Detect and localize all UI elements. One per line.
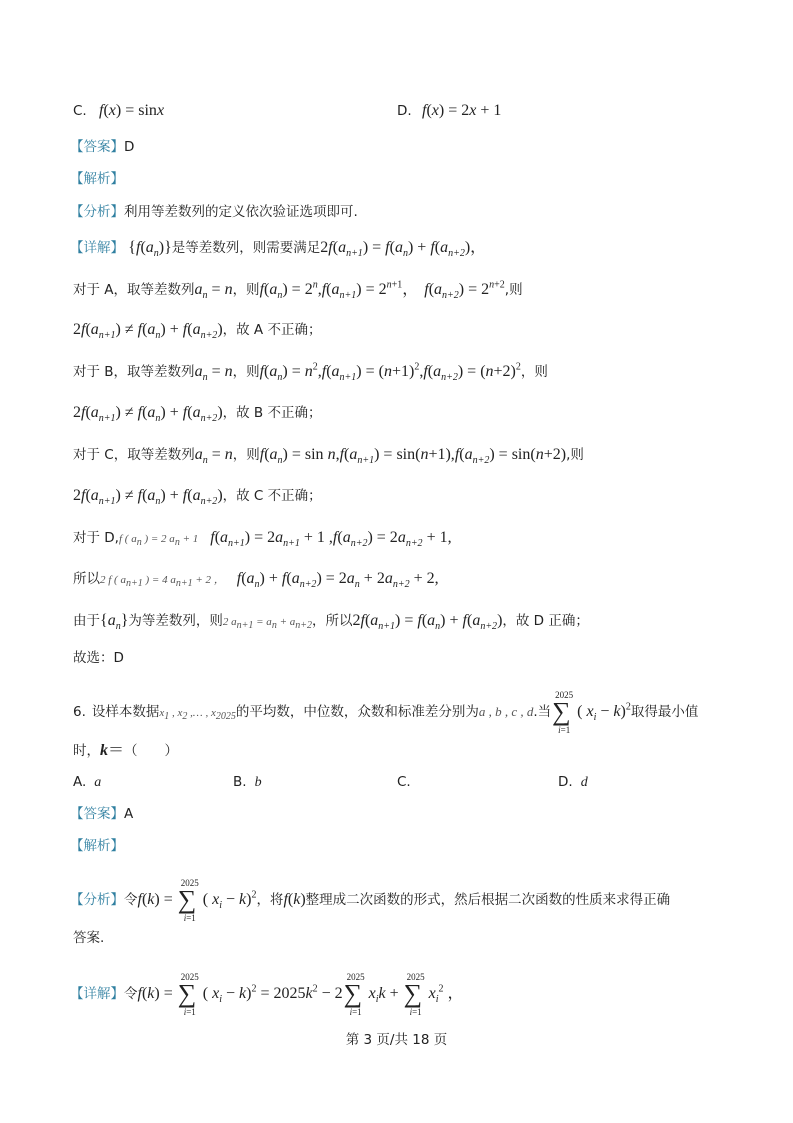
option-d-label: D. [397,103,412,119]
q6-fenxi-end: 答案. [73,930,105,946]
q5-final: 故选：D [73,650,124,666]
q6-option-c: C. [397,774,411,790]
q5-case-d: 对于 D,f ( $a_n$ ) = 2 $a_n + 1$ $f(a_{n+1}) = 2a_{n+1} + 1$ $,f(a_{n+2}) = 2a_{n+2} + 1$, [73,529,452,550]
option-c: C. f(x) = sinx [73,102,165,119]
q6-analysis-tag: 【解析】 [70,838,124,854]
option-d: D. f(x) = 2x + 1 [397,102,502,119]
sum-symbol: 2025 ∑ i=1 [552,690,574,735]
q5-case-b: 对于 B，取等差数列$a_n = n$，则$f(a_n) = n^2,f(a_{n+1}) = (n+1)^2,f(a_{n+2}) = (n+2)^2$，则 [73,361,548,384]
q5-fenxi: 【分析】利用等差数列的定义依次验证选项即可. [70,204,358,220]
sum-symbol: 2025 ∑ i=1 [343,972,365,1017]
q5-case-c: 对于 C，取等差数列$a_n = n$，则$f(a_n) = \sin n,f(a_{n+1}) = \sin(n+1),f(a_{n+2}) = \sin(n+2)$,则 [73,446,584,467]
q6-xiangjie: 【详解】令f(k) = 2025 ∑ i=1 ( $x_i - k)^2 = 2025k^2 - 2$ 2025 ∑ i=1 $x_ik$ + 2025 ∑ i=1 $x_i^2$ ， [70,972,464,1017]
q5-case-b-result: $2f(a_{n+1}) \ne f(a_n) + f(a_{n+2})$，故 B 不正确； [73,404,322,425]
q6-fenxi: 【分析】令f(k) = 2025 ∑ i=1 ( $x_i - k)^2$，将f(k)整理成二次函数的形式，然后根据二次函数的性质来求得正确 [70,878,671,923]
page-footer: 第 3 页/共 18 页 [345,1032,448,1048]
q5-case-c-result: $2f(a_{n+1}) \ne f(a_n) + f(a_{n+2})$，故 C 不正确； [73,487,322,508]
q5-case-a-result: $2f(a_{n+1}) \ne f(a_n) + f(a_{n+2})$，故 A 不正确； [73,321,322,342]
q5-case-a: 对于 A，取等差数列$a_n = n$，则$f(a_n) = 2^n,f(a_{n+1}) = 2^{n+1}$， $f(a_{n+2}) = 2^{n+2}$,则 [73,279,523,302]
q6-stem: 6. 设样本数据$x_1$ , $x_2$ ,… , $x_{2025}$的平均数，中位数，众数和标准差分别为a , b , c , d.当 2025 ∑ i=1 ( $x_i - k)^2$取得最小值 [73,690,699,735]
q5-xiangjie: 【详解】 $\{f(a_n)\}$是等差数列，则需要满足$2f(a_{n+1}) = f(a_n) + f(a_{n+2})$， [70,239,487,260]
q5-answer-value: D [124,139,135,155]
option-d-formula: f [421,102,427,119]
q6-answer: 【答案】A [70,806,134,822]
option-c-formula: f [99,102,104,119]
sum-symbol: 2025 ∑ i=1 [177,878,199,923]
q5-fenxi-text: 利用等差数列的定义依次验证选项即可. [124,204,358,220]
q6-option-a: A. a [73,774,102,790]
sum-symbol: 2025 ∑ i=1 [177,972,199,1017]
q5-analysis-tag: 【解析】 [70,171,124,187]
sum-symbol: 2025 ∑ i=1 [403,972,425,1017]
q5-case-d-sum: 所以2 f ( $a_{n+1}$ ) = 4 $a_{n+1} + 2$ ， $f(a_n) + f(a_{n+2}) = 2a_n + 2a_{n+2} + 2$, [73,570,439,591]
q5-answer [70,137,134,157]
q5-case-d-conclusion: 由于$\{a_n\}$为等差数列，则2 $a_{n+1} = a_n + a_{n+2}$，所以$2f(a_{n+1}) = f(a_n) + f(a_{n+2})$，故 D 正确； [73,612,589,633]
q6-stem-end: 时，k＝（ ） [73,742,179,759]
q5-answer-tag: 【答案】 [70,139,124,155]
option-c-label: C. [73,103,87,119]
q6-option-b: B. b [233,774,262,790]
q6-number: 6. [73,704,86,720]
q6-option-d: D. d [558,774,588,790]
